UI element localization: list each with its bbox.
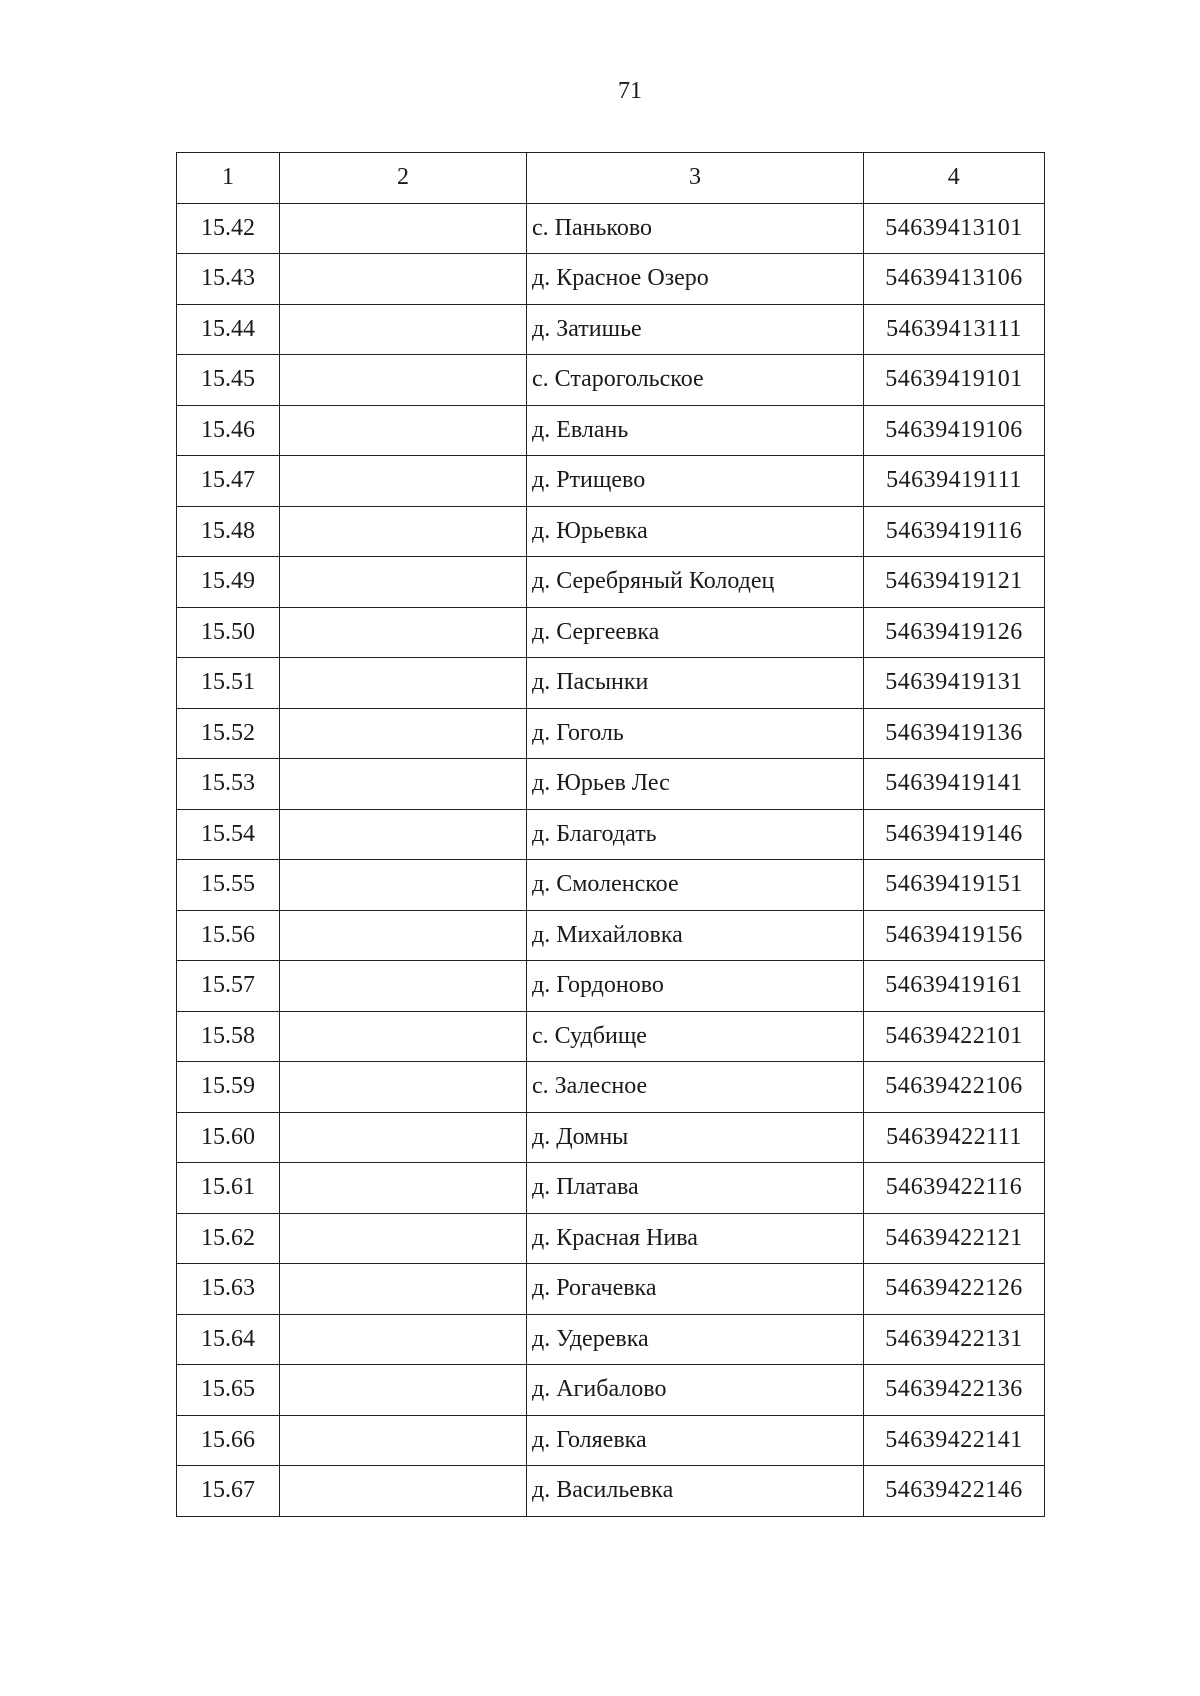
settlement-name-cell: д. Васильевка [527,1466,864,1517]
settlements-table [176,152,1045,1517]
row-number-cell: 15.46 [177,405,280,456]
row-number-cell: 15.54 [177,809,280,860]
oktmo-code-cell: 54639419116 [864,506,1045,557]
oktmo-code-cell: 54639422111 [864,1112,1045,1163]
row-number-cell: 15.53 [177,759,280,810]
row-number-cell: 15.56 [177,910,280,961]
row-number-cell: 15.65 [177,1365,280,1416]
settlement-name-cell: с. Залесное [527,1062,864,1113]
oktmo-code-cell: 54639419131 [864,658,1045,709]
row-number-cell: 15.43 [177,254,280,305]
oktmo-code-cell: 54639422136 [864,1365,1045,1416]
oktmo-code-cell: 54639422101 [864,1011,1045,1062]
table-row [177,405,1045,456]
table-row [177,1314,1045,1365]
oktmo-code-cell: 54639422126 [864,1264,1045,1315]
row-number-cell: 15.64 [177,1314,280,1365]
settlement-name-cell: д. Юрьевка [527,506,864,557]
header-col-1: 1 [177,153,280,204]
oktmo-code-cell: 54639422121 [864,1213,1045,1264]
row-col2-cell [280,506,527,557]
page-number: 71 [618,78,642,104]
settlement-name-cell: с. Паньково [527,203,864,254]
table-row [177,910,1045,961]
row-col2-cell [280,1466,527,1517]
table-row [177,304,1045,355]
row-col2-cell [280,1062,527,1113]
header-col-4: 4 [864,153,1045,204]
table-row [177,355,1045,406]
settlement-name-cell: д. Евлань [527,405,864,456]
row-col2-cell [280,910,527,961]
row-number-cell: 15.51 [177,658,280,709]
row-col2-cell [280,355,527,406]
row-number-cell: 15.50 [177,607,280,658]
row-number-cell: 15.48 [177,506,280,557]
row-col2-cell [280,708,527,759]
table-row [177,860,1045,911]
oktmo-code-cell: 54639419101 [864,355,1045,406]
table-row [177,557,1045,608]
row-number-cell: 15.44 [177,304,280,355]
settlement-name-cell: д. Голяевка [527,1415,864,1466]
oktmo-code-cell: 54639419111 [864,456,1045,507]
oktmo-code-cell: 54639422141 [864,1415,1045,1466]
row-number-cell: 15.47 [177,456,280,507]
row-number-cell: 15.63 [177,1264,280,1315]
table-body [177,203,1045,1516]
row-col2-cell [280,1213,527,1264]
oktmo-code-cell: 54639422146 [864,1466,1045,1517]
table-row [177,1466,1045,1517]
table-row [177,1163,1045,1214]
row-col2-cell [280,456,527,507]
row-number-cell: 15.49 [177,557,280,608]
settlement-name-cell: д. Красное Озеро [527,254,864,305]
row-number-cell: 15.45 [177,355,280,406]
row-col2-cell [280,304,527,355]
header-col-3: 3 [527,153,864,204]
settlement-name-cell: д. Серебряный Колодец [527,557,864,608]
table-row [177,203,1045,254]
table-row [177,607,1045,658]
header-row [177,153,1045,204]
oktmo-code-cell: 54639419151 [864,860,1045,911]
table-row [177,1365,1045,1416]
table-header [177,153,1045,204]
row-number-cell: 15.57 [177,961,280,1012]
oktmo-code-cell: 54639413106 [864,254,1045,305]
row-number-cell: 15.67 [177,1466,280,1517]
table-row [177,1011,1045,1062]
table-row [177,1062,1045,1113]
settlement-name-cell: д. Гордоново [527,961,864,1012]
settlement-name-cell: д. Смоленское [527,860,864,911]
settlement-name-cell: д. Юрьев Лес [527,759,864,810]
row-number-cell: 15.66 [177,1415,280,1466]
settlement-name-cell: д. Удеревка [527,1314,864,1365]
oktmo-code-cell: 54639419161 [864,961,1045,1012]
oktmo-code-cell: 54639419141 [864,759,1045,810]
row-col2-cell [280,1112,527,1163]
table-row [177,1264,1045,1315]
row-number-cell: 15.55 [177,860,280,911]
table-row [177,1415,1045,1466]
oktmo-code-cell: 54639422131 [864,1314,1045,1365]
table-row [177,1112,1045,1163]
row-col2-cell [280,1011,527,1062]
row-col2-cell [280,405,527,456]
row-col2-cell [280,1314,527,1365]
settlement-name-cell: д. Гоголь [527,708,864,759]
row-col2-cell [280,1365,527,1416]
settlement-name-cell: д. Платава [527,1163,864,1214]
settlement-name-cell: д. Домны [527,1112,864,1163]
settlement-name-cell: д. Ртищево [527,456,864,507]
oktmo-code-cell: 54639413111 [864,304,1045,355]
oktmo-code-cell: 54639413101 [864,203,1045,254]
row-number-cell: 15.59 [177,1062,280,1113]
oktmo-code-cell: 54639419121 [864,557,1045,608]
row-number-cell: 15.42 [177,203,280,254]
row-col2-cell [280,203,527,254]
settlement-name-cell: д. Рогачевка [527,1264,864,1315]
row-col2-cell [280,860,527,911]
table-row [177,961,1045,1012]
table-row [177,506,1045,557]
table-row [177,456,1045,507]
settlement-name-cell: д. Михайловка [527,910,864,961]
table-row [177,708,1045,759]
row-col2-cell [280,759,527,810]
row-col2-cell [280,1264,527,1315]
row-col2-cell [280,1163,527,1214]
table-row [177,1213,1045,1264]
table-row [177,254,1045,305]
table-row [177,658,1045,709]
settlement-name-cell: д. Красная Нива [527,1213,864,1264]
row-col2-cell [280,658,527,709]
settlement-name-cell: д. Сергеевка [527,607,864,658]
oktmo-code-cell: 54639419126 [864,607,1045,658]
table-row [177,759,1045,810]
row-col2-cell [280,557,527,608]
settlement-name-cell: д. Агибалово [527,1365,864,1416]
settlement-name-cell: д. Пасынки [527,658,864,709]
oktmo-code-cell: 54639419156 [864,910,1045,961]
row-col2-cell [280,1415,527,1466]
row-number-cell: 15.52 [177,708,280,759]
row-number-cell: 15.58 [177,1011,280,1062]
row-number-cell: 15.61 [177,1163,280,1214]
table-row [177,809,1045,860]
row-number-cell: 15.62 [177,1213,280,1264]
row-col2-cell [280,254,527,305]
settlement-name-cell: д. Благодать [527,809,864,860]
oktmo-code-cell: 54639419106 [864,405,1045,456]
row-number-cell: 15.60 [177,1112,280,1163]
oktmo-code-cell: 54639419136 [864,708,1045,759]
row-col2-cell [280,809,527,860]
settlement-name-cell: д. Затишье [527,304,864,355]
oktmo-code-cell: 54639422116 [864,1163,1045,1214]
oktmo-code-cell: 54639422106 [864,1062,1045,1113]
oktmo-code-cell: 54639419146 [864,809,1045,860]
header-col-2: 2 [280,153,527,204]
row-col2-cell [280,961,527,1012]
settlement-name-cell: с. Судбище [527,1011,864,1062]
settlement-name-cell: с. Старогольское [527,355,864,406]
row-col2-cell [280,607,527,658]
